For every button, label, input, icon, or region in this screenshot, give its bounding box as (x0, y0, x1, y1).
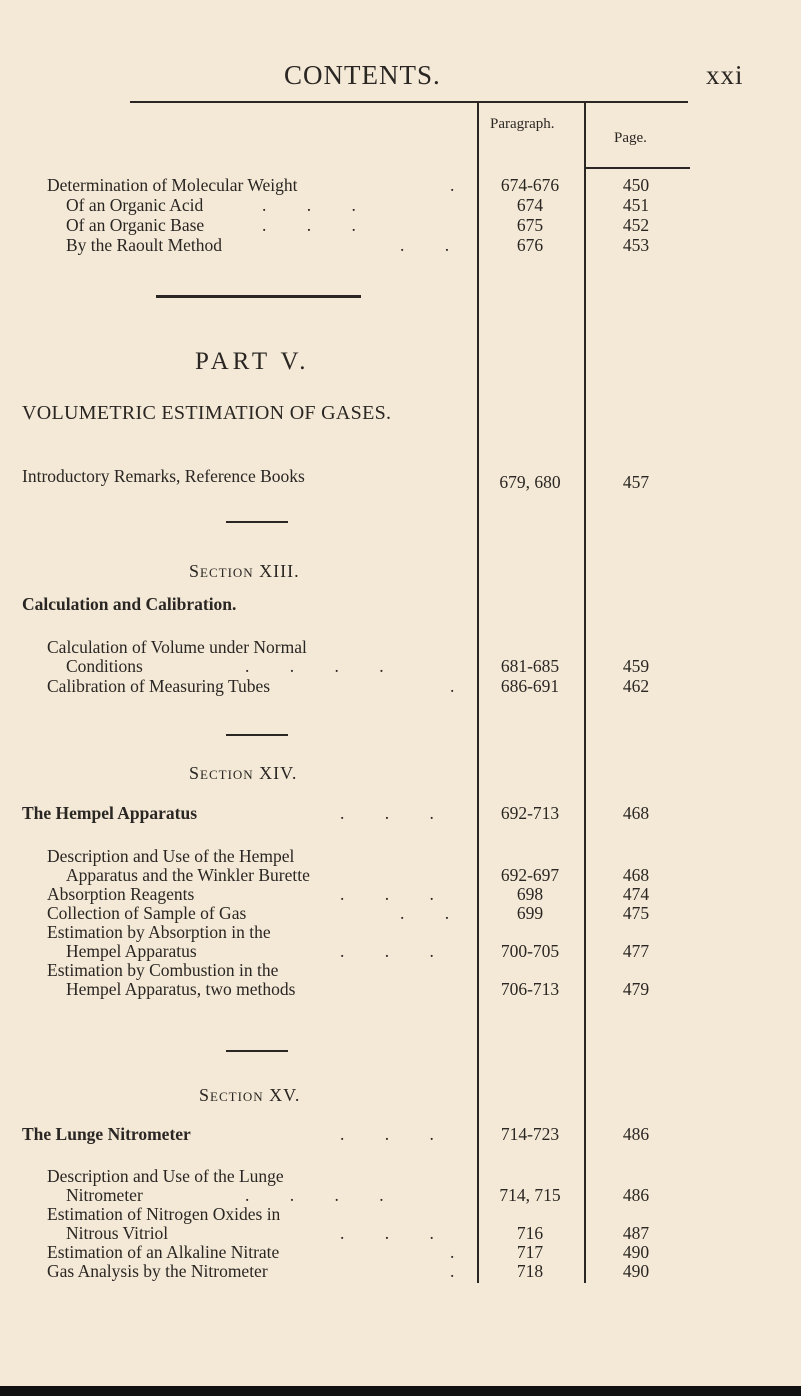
toc-entry-paragraph: 716 (516, 1223, 544, 1243)
section-divider (226, 521, 288, 523)
dot-leader: . . . (340, 803, 452, 823)
top-rule (130, 101, 688, 103)
toc-entry-continuation: Nitrometer (66, 1185, 143, 1205)
toc-entry-paragraph: 717 (516, 1242, 544, 1262)
dot-leader: . . (400, 903, 468, 923)
toc-entry-title: Of an Organic Acid (66, 195, 204, 215)
toc-entry-continuation: Nitrous Vitriol (66, 1223, 169, 1243)
toc-entry-title: Determination of Molecular Weight (47, 175, 298, 195)
toc-entry-paragraph: 674 (516, 195, 544, 215)
toc-entry-page: 486 (622, 1124, 650, 1144)
dot-leader: . (450, 676, 455, 696)
dot-leader: . (450, 175, 455, 195)
dot-leader: . . . (262, 195, 374, 215)
toc-entry-page: 452 (622, 215, 650, 235)
toc-entry-paragraph: 698 (516, 884, 544, 904)
toc-entry-page: 451 (622, 195, 650, 215)
dot-leader: . . . . (245, 1185, 402, 1205)
toc-entry-title: The Hempel Apparatus (22, 803, 198, 823)
toc-entry-page: 487 (622, 1223, 650, 1243)
toc-entry-paragraph: 692-697 (500, 865, 560, 885)
toc-entry-title: Gas Analysis by the Nitrometer (47, 1261, 268, 1281)
toc-entry-title: Of an Organic Base (66, 215, 205, 235)
toc-entry-page: 490 (622, 1242, 650, 1262)
column-header-rule (584, 167, 690, 169)
toc-entry-page: 474 (622, 884, 650, 904)
toc-entry-title: Absorption Reagents (47, 884, 195, 904)
toc-entry-paragraph: 676 (516, 235, 544, 255)
toc-entry-page: 453 (622, 235, 650, 255)
section-divider (226, 1050, 288, 1052)
toc-entry-paragraph: 714-723 (500, 1124, 560, 1144)
part-title: VOLUMETRIC ESTIMATION OF GASES. (22, 402, 392, 424)
toc-entry-title: Estimation by Absorption in the (47, 922, 271, 942)
dot-leader: . (450, 1261, 455, 1281)
part-divider (156, 295, 361, 298)
toc-entry-paragraph: 679, 680 (499, 472, 561, 492)
toc-entry-page: 486 (622, 1185, 650, 1205)
toc-entry-continuation: Hempel Apparatus (66, 941, 197, 961)
page-header-title: CONTENTS. (284, 60, 441, 90)
toc-entry-title: The Lunge Nitrometer (22, 1124, 191, 1144)
dot-leader: . . . . (245, 656, 402, 676)
page-number: xxi (706, 60, 744, 90)
page-bottom-edge (0, 1386, 801, 1396)
toc-entry-page: 462 (622, 676, 650, 696)
toc-entry-title: Estimation of Nitrogen Oxides in (47, 1204, 281, 1224)
dot-leader: . . . (262, 215, 374, 235)
dot-leader: . . . (340, 884, 452, 904)
section-subtitle: Calculation and Calibration. (22, 594, 237, 614)
toc-entry-page: 468 (622, 803, 650, 823)
section-heading: Section XIII. (189, 561, 300, 581)
toc-entry-title: Description and Use of the Lunge (47, 1166, 284, 1186)
toc-entry-title: Estimation by Combustion in the (47, 960, 279, 980)
dot-leader: . . . (340, 1124, 452, 1144)
toc-entry-title: Estimation of an Alkaline Nitrate (47, 1242, 280, 1262)
toc-entry-paragraph: 718 (516, 1261, 544, 1281)
toc-entry-continuation: Hempel Apparatus, two methods (66, 979, 296, 999)
column-header-page: Page. (614, 130, 647, 146)
toc-entry-page: 475 (622, 903, 650, 923)
toc-entry-page: 490 (622, 1261, 650, 1281)
column-header-paragraph: Paragraph. (490, 116, 555, 132)
toc-entry-paragraph: 681-685 (500, 656, 560, 676)
toc-entry-title: Calculation of Volume under Normal (47, 637, 307, 657)
toc-entry-page: 477 (622, 941, 650, 961)
section-heading: Section XIV. (189, 763, 298, 783)
toc-entry-paragraph: 700-705 (500, 941, 560, 961)
toc-entry-paragraph: 674-676 (500, 175, 560, 195)
toc-entry-continuation: Conditions (66, 656, 143, 676)
toc-entry-page: 468 (622, 865, 650, 885)
toc-entry-page: 450 (622, 175, 650, 195)
dot-leader: . . . (340, 1223, 452, 1243)
dot-leader: . (450, 1242, 455, 1262)
toc-entry-paragraph: 714, 715 (499, 1185, 561, 1205)
section-heading: Section XV. (199, 1085, 301, 1105)
toc-entry-paragraph: 675 (516, 215, 544, 235)
toc-entry-page: 479 (622, 979, 650, 999)
part-label: PART V. (195, 348, 310, 375)
toc-entry-title: Calibration of Measuring Tubes (47, 676, 271, 696)
toc-entry-title: By the Raoult Method (66, 235, 223, 255)
toc-entry-paragraph: 686-691 (500, 676, 560, 696)
toc-entry-title: Introductory Remarks, Reference Books (22, 466, 305, 486)
toc-entry-paragraph: 706-713 (500, 979, 560, 999)
column-divider-left (477, 103, 479, 1283)
toc-entry-paragraph: 692-713 (500, 803, 560, 823)
toc-entry-title: Collection of Sample of Gas (47, 903, 247, 923)
dot-leader: . . . (340, 941, 452, 961)
dot-leader: . . (400, 235, 468, 255)
toc-entry-paragraph: 699 (516, 903, 544, 923)
toc-entry-continuation: Apparatus and the Winkler Burette (66, 865, 310, 885)
toc-entry-page: 457 (622, 472, 650, 492)
toc-entry-page: 459 (622, 656, 650, 676)
toc-entry-title: Description and Use of the Hempel (47, 846, 295, 866)
section-divider (226, 734, 288, 736)
